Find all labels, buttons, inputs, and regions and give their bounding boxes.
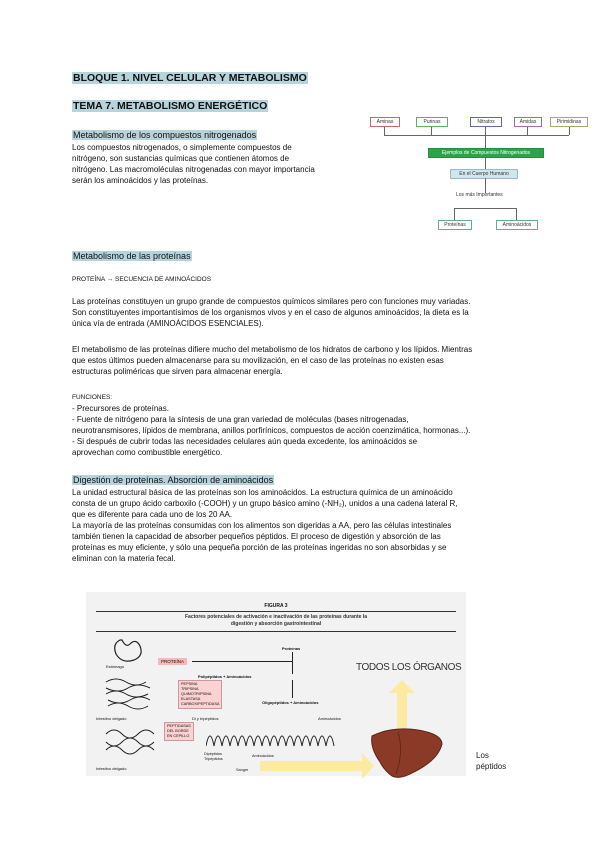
peptides-line: péptidos xyxy=(476,762,507,771)
diagram-connector xyxy=(485,157,486,169)
diagram-box-pirimidinas: Pirimidinas xyxy=(550,117,588,127)
peptides-label xyxy=(476,750,506,772)
figure-rule xyxy=(96,631,456,632)
proteins-label: Proteínas xyxy=(282,646,301,651)
caption-line: Factores potenciales de activación e inactivación de las proteínas durante la xyxy=(184,614,367,620)
oligopeptides-label: Oligopéptidos + Aminoácidos xyxy=(262,700,319,705)
diagram-box-purinas: Purinas xyxy=(416,117,448,127)
diagram-connector xyxy=(384,135,569,136)
diagram-connector xyxy=(431,127,432,135)
stomach-label: Estómago xyxy=(106,664,125,669)
small-intestine-shape xyxy=(106,679,150,709)
list-item: - Si después de cubrir todas las necesidades celulares aún queda excedente, los aminoácidos se xyxy=(72,437,418,446)
protein-input-box: PROTEÍNA xyxy=(158,658,187,665)
nitrogen-compounds-diagram xyxy=(366,112,592,236)
diagram-connector xyxy=(384,127,385,135)
diagram-connector xyxy=(516,208,517,220)
diagram-connector xyxy=(454,208,455,220)
text-line: estructuras poliméricas que sirven para almacenar energía. xyxy=(72,367,283,376)
section-nitrogen-text xyxy=(72,142,362,186)
all-organs-label: TODOS LOS ÓRGANOS xyxy=(356,662,462,673)
diagram-connector xyxy=(485,135,486,148)
diagram-connector xyxy=(454,208,516,209)
functions-list xyxy=(72,403,542,458)
text-line: El metabolismo de las proteínas difiere mucho del metabolismo de los hidratos de carbono y los lípidos. Mientras xyxy=(72,345,473,354)
arrow-to-organs xyxy=(397,692,407,728)
section-title-nitrogen: Metabolismo de los compuestos nitrogenados xyxy=(73,130,257,140)
text-line: que es diferente para cada uno de los 20 AA. xyxy=(72,510,233,519)
brush-label: DEL BORDE xyxy=(167,729,189,733)
text-line: única vía de entrada (AMINOÁCIDOS ESENCIALES). xyxy=(72,319,264,328)
enzyme-label: PEPSINA xyxy=(181,682,198,686)
digestive-organs-illustration xyxy=(100,636,160,766)
diagram-body-box: En el Cuerpo Humano xyxy=(450,169,518,179)
text-line: proteínas es muy eficiente, y sólo una pequeña porción de las proteínas ingeridas no son absorbidas y se xyxy=(72,543,447,552)
small-intestine-label: Intestino delgado xyxy=(96,716,127,721)
dipeptides-label: Dipéptidos xyxy=(204,752,222,756)
list-item: aprovechan como combustible energético. xyxy=(72,448,223,457)
text-line: que estos últimos pueden almacenarse para su movilización, en el caso de las proteínas no existen esas xyxy=(72,356,444,365)
diagram-box-nitratos: Nitratos xyxy=(470,117,502,127)
diagram-connector xyxy=(485,178,486,193)
text-line: La unidad estructural básica de las proteínas son los aminoácidos. La estructura química de un aminoácido xyxy=(72,488,453,497)
proteins-paragraph-1 xyxy=(72,296,532,329)
enzyme-label: ELASTASA xyxy=(181,697,201,701)
topic-title: TEMA 7. METABOLISMO ENERGÉTICO xyxy=(73,100,268,112)
section-title-digestion: Digestión de proteínas. Absorción de aminoácidos xyxy=(73,475,274,485)
di-tri-label: Di y tripéptidos xyxy=(192,716,219,721)
enzyme-label: QUIMOTRIPSINA xyxy=(181,692,212,696)
list-item: neurotransmisores, lípidos de membrana, anillos porfirínicos, compuestos de acción coenzimática, hormonas...). xyxy=(72,426,471,435)
aminoacids-label: Aminoácidos xyxy=(318,716,341,721)
liver-shape xyxy=(372,729,442,777)
text-line: Son constituyentes importantísimos de los organismos vivos y en el caso de algunos aminoácidos, la dieta es la xyxy=(72,308,469,317)
figure-rule xyxy=(96,611,456,612)
text-line: nitrógeno. Las macromoléculas nitrogenadas con mayor importancia xyxy=(72,165,315,174)
arrow-to-liver xyxy=(260,761,364,771)
flow-arrow xyxy=(192,661,292,662)
intestinal-villi-illustration xyxy=(206,722,346,752)
text-line: Los compuestos nitrogenados, o simplemente compuestos de xyxy=(72,143,292,152)
diagram-main-box: Ejemplos de Compuestos Nitrogenados xyxy=(428,148,544,158)
stomach-shape xyxy=(115,640,141,661)
block-title: BLOQUE 1. NIVEL CELULAR Y METABOLISMO xyxy=(73,72,307,84)
brush-border-box xyxy=(164,722,194,741)
text-line: eliminan con la materia fecal. xyxy=(72,554,176,563)
diagram-connector xyxy=(569,127,570,135)
large-intestine-label: Intestino delgado xyxy=(96,766,127,771)
digestion-text xyxy=(72,487,542,564)
blood-label: Sangre xyxy=(236,768,249,772)
text-line: consta de un grupo ácido carboxilo (-COOH) y un grupo básico amino (-NH₂), unidos a una cadena lateral R, xyxy=(72,499,458,508)
brush-label: PEPTIDASAS xyxy=(167,724,191,728)
diagram-connector xyxy=(485,127,486,135)
enzyme-label: CARBOXIPEPTIDASA xyxy=(181,702,220,706)
brush-label: EN CEPILLO xyxy=(167,734,190,738)
figure-caption xyxy=(106,614,446,628)
text-line: La mayoría de las proteínas consumidas con los alimentos son digeridas a AA, pero las células intestinales xyxy=(72,521,452,530)
caption-line: digestión y absorción gastrointestinal xyxy=(230,621,322,627)
figure-label: FIGURA 3 xyxy=(264,603,288,609)
protein-sequence-subtitle: PROTEÍNA → SECUENCIA DE AMINOÁCIDOS xyxy=(72,276,212,283)
diagram-box-aminoacidos: Aminoácidos xyxy=(496,220,538,230)
arrow-to-organs-head xyxy=(389,680,415,693)
tripeptides-label: Tripéptidos xyxy=(204,757,223,761)
text-line: también tienen la capacidad de absorber pequeños péptidos. El proceso de digestión y absorción de las xyxy=(72,532,441,541)
diagram-connector xyxy=(527,127,528,135)
text-line: nitrógeno, son sustancias químicas que contienen átomos de xyxy=(72,154,290,163)
text-line: Las proteínas constituyen un grupo grande de compuestos químicos similares pero con funciones muy variadas. xyxy=(72,297,471,306)
diagram-most-important: Los más Importantes xyxy=(456,192,503,198)
flow-arrow xyxy=(292,680,293,698)
aminoacids-bottom-label: Aminoácidos xyxy=(252,754,274,758)
enzymes-box xyxy=(178,680,222,709)
list-item: - Precursores de proteínas. xyxy=(72,404,169,413)
peptides-line: Los xyxy=(476,751,489,760)
section-title-proteins: Metabolismo de las proteínas xyxy=(73,251,191,261)
enzyme-label: TRIPSINA xyxy=(181,687,199,691)
text-line: serán los aminoácidos y las proteínas. xyxy=(72,176,209,185)
functions-label: FUNCIONES: xyxy=(72,394,113,401)
liver-illustration xyxy=(368,726,444,780)
diagram-box-amidas: Amidas xyxy=(514,117,542,127)
diagram-box-aminas: Aminas xyxy=(370,117,400,127)
large-intestine-shape xyxy=(106,730,154,754)
list-item: - Fuente de nitrógeno para la síntesis de una gran variedad de moléculas (bases nitrogenadas, xyxy=(72,415,409,424)
polypeptides-label: Polipéptidos + Aminoácidos xyxy=(198,674,252,679)
proteins-paragraph-2 xyxy=(72,344,532,377)
diagram-box-proteinas: Proteínas xyxy=(438,220,472,230)
flow-arrow xyxy=(292,652,293,674)
